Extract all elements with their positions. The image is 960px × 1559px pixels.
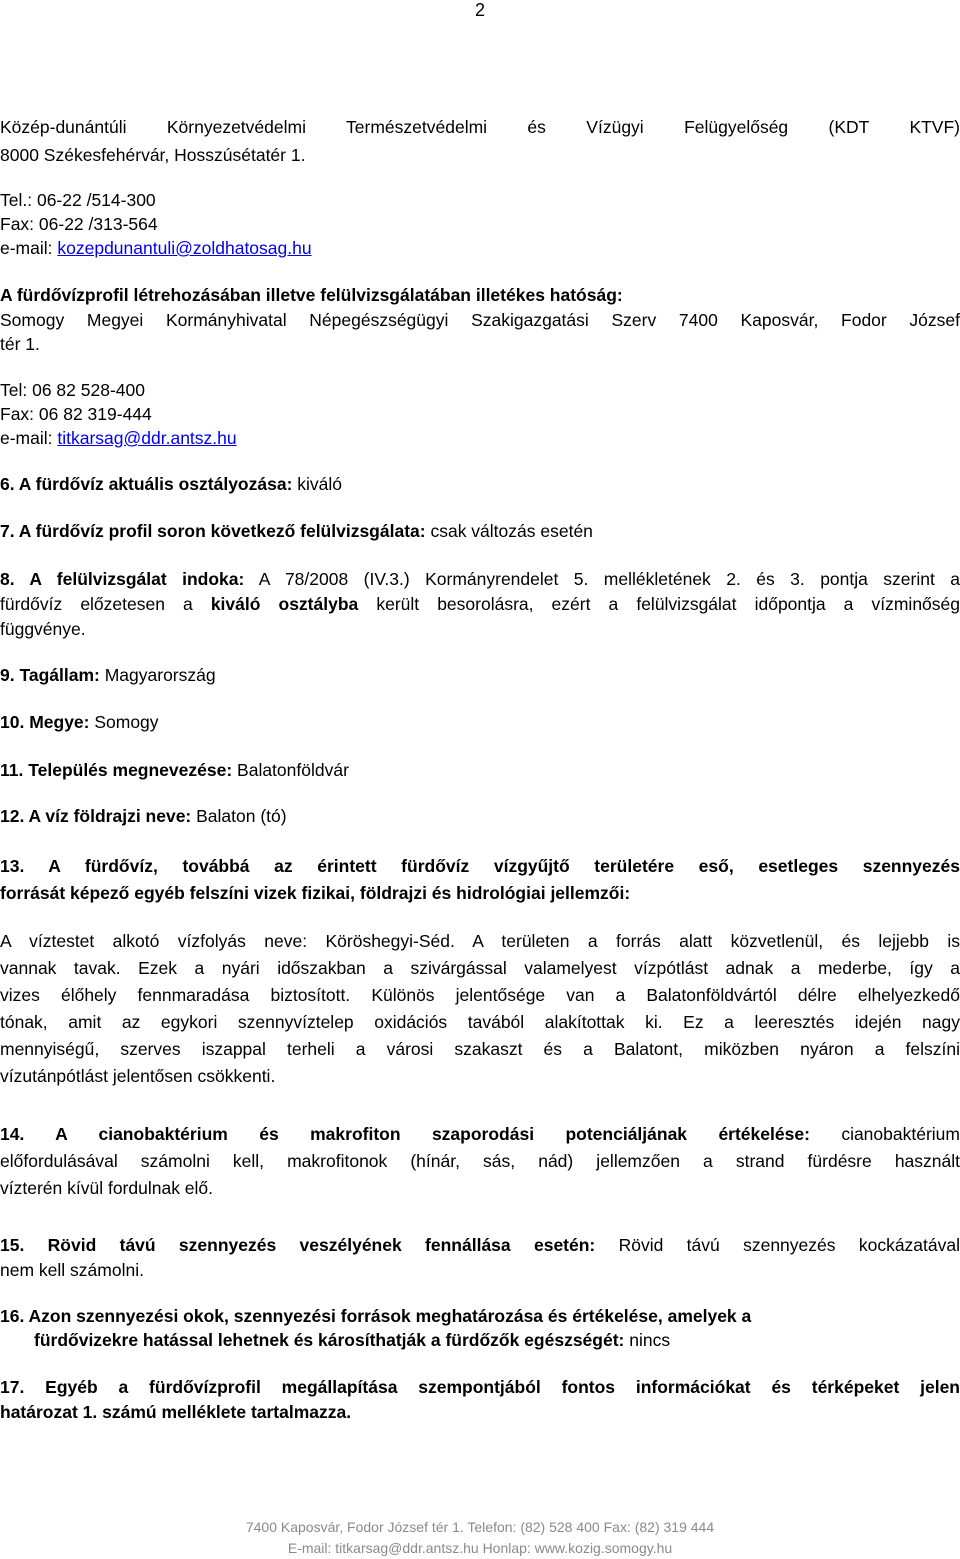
- section-16-line2: [34, 1330, 670, 1351]
- section-6-label: 6. A fürdővíz aktuális osztályozása:: [0, 474, 293, 494]
- section-15-line2: nem kell számolni.: [0, 1260, 144, 1280]
- section-8-value: A 78/2008 (IV.3.) Kormányrendelet 5. mellékletének 2. és 3. pontja szerint a: [244, 569, 960, 589]
- competent-fax: Fax: 06 82 319-444: [0, 404, 152, 424]
- section-16-line1: 16. Azon szennyezési okok, szennyezési források meghatározása és értékelése, amelyek a: [0, 1306, 752, 1326]
- section-13-text-line: A víztestet alkotó vízfolyás neve: Köröshegyi-Séd. A területen a forrás alatt közvetlenül, és lejjebb is: [0, 931, 960, 951]
- section-16-label: fürdővizekre hatással lehetnek és károsíthatják a fürdőzők egészségét:: [34, 1330, 625, 1350]
- section-7-value: csak változás esetén: [425, 521, 593, 541]
- page-number: 2: [474, 0, 485, 20]
- competent-tel: Tel: 06 82 528-400: [0, 380, 145, 400]
- section-9-label: 9. Tagállam:: [0, 665, 100, 685]
- section-10-value: Somogy: [89, 712, 159, 732]
- competent-heading: A fürdővízprofil létrehozásában illetve felülvizsgálatában illetékes hatóság:: [0, 285, 623, 305]
- footer-contact: E-mail: titkarsag@ddr.antsz.hu Honlap: www.kozig.somogy.hu: [287, 1540, 673, 1556]
- competent-email-row: [0, 428, 237, 449]
- authority-tel: Tel.: 06-22 /514-300: [0, 190, 156, 210]
- section-8-line2-text: fürdővíz előzetesen a: [0, 594, 211, 614]
- section-13-text-line: mennyiségű, szerves iszappal terheli a városi szakaszt és a Balatont, miközben nyáron a felszíni: [0, 1039, 960, 1059]
- section-11: [0, 760, 349, 781]
- competent-address-line2: tér 1.: [0, 334, 40, 354]
- section-15-value: Rövid távú szennyezés kockázatával: [595, 1235, 960, 1255]
- section-17-line2: határozat 1. számú melléklete tartalmazza.: [0, 1402, 352, 1422]
- section-10: [0, 712, 159, 733]
- section-12: [0, 806, 287, 827]
- authority-fax: Fax: 06-22 /313-564: [0, 214, 158, 234]
- section-13-heading-line1: 13. A fürdővíz, továbbá az érintett fürdővíz vízgyűjtő területére eső, esetleges szennyezés: [0, 856, 960, 876]
- section-12-label: 12. A víz földrajzi neve:: [0, 806, 192, 826]
- section-14-label: 14. A cianobaktérium és makrofiton szaporodási potenciáljának értékelése:: [0, 1124, 810, 1144]
- competent-email-label: e-mail:: [0, 428, 58, 448]
- footer-address: 7400 Kaposvár, Fodor József tér 1. Telefon: (82) 528 400 Fax: (82) 319 444: [245, 1519, 715, 1535]
- section-8-class-highlight: kiváló osztályba: [210, 594, 359, 614]
- section-7-label: 7. A fürdővíz profil soron következő felülvizsgálata:: [0, 521, 426, 541]
- section-14-value: cianobaktérium: [809, 1124, 960, 1144]
- section-12-value: Balaton (tó): [191, 806, 287, 826]
- section-13-text-line: tónak, amit az egykori szennyvíztelep oxidációs tavából alakítottak ki. Ez a leeresztés idején nagy: [0, 1012, 960, 1032]
- section-8-line2-rest: került besorolásra, ezért a felülvizsgálat időpontja a vízminőség: [358, 594, 960, 614]
- competent-email-link[interactable]: titkarsag@ddr.antsz.hu: [57, 428, 237, 448]
- section-11-value: Balatonföldvár: [232, 760, 349, 780]
- section-10-label: 10. Megye:: [0, 712, 90, 732]
- section-7: [0, 521, 593, 542]
- section-8-line1: [0, 569, 960, 590]
- authority-address: 8000 Székesfehérvár, Hosszúsétatér 1.: [0, 145, 306, 165]
- section-14-line3: vízterén kívül fordulnak elő.: [0, 1178, 214, 1198]
- section-14-line2: előfordulásával számolni kell, makrofitonok (hínár, sás, nád) jellemzően a strand fürdésre használt: [0, 1151, 960, 1171]
- section-9-value: Magyarország: [99, 665, 216, 685]
- section-13-text-line: vannak tavak. Ezek a nyári időszakban a szivárgással valamelyest vízpótlást adnak a mederbe, így a: [0, 958, 960, 978]
- competent-address-line1: Somogy Megyei Kormányhivatal Népegészségügyi Szakigazgatási Szerv 7400 Kaposvár, Fodor József: [0, 310, 960, 330]
- section-13-text-line: vízutánpótlást jelentősen csökkenti.: [0, 1066, 276, 1086]
- authority-email-label: e-mail:: [0, 238, 58, 258]
- authority-email-link[interactable]: kozepdunantuli@zoldhatosag.hu: [57, 238, 312, 258]
- section-17-line1: 17. Egyéb a fürdővízprofil megállapítása szempontjából fontos információkat és térképeket jelen: [0, 1377, 960, 1397]
- section-8-line2: [0, 594, 960, 615]
- authority-name: Közép-dunántúli Környezetvédelmi Természetvédelmi és Vízügyi Felügyelőség (KDT KTVF): [0, 117, 960, 137]
- section-13-text-line: vizes élőhely fennmaradása biztosított. Különös jelentősége van a Balatonföldvártól délre elhelyezkedő: [0, 985, 960, 1005]
- section-6-value: kiváló: [292, 474, 343, 494]
- section-16-value: nincs: [624, 1330, 671, 1350]
- section-9: [0, 665, 216, 686]
- section-8-line3: függvénye.: [0, 619, 86, 639]
- section-13-heading-line2: forrását képező egyéb felszíni vizek fizikai, földrajzi és hidrológiai jellemzői:: [0, 883, 631, 903]
- section-15-label: 15. Rövid távú szennyezés veszélyének fennállása esetén:: [0, 1235, 596, 1255]
- section-8-label: 8. A felülvizsgálat indoka:: [0, 569, 245, 589]
- section-11-label: 11. Település megnevezése:: [0, 760, 233, 780]
- authority-email-row: [0, 238, 312, 259]
- section-6: [0, 474, 342, 495]
- section-15-line1: [0, 1235, 960, 1256]
- section-14-line1: [0, 1124, 960, 1145]
